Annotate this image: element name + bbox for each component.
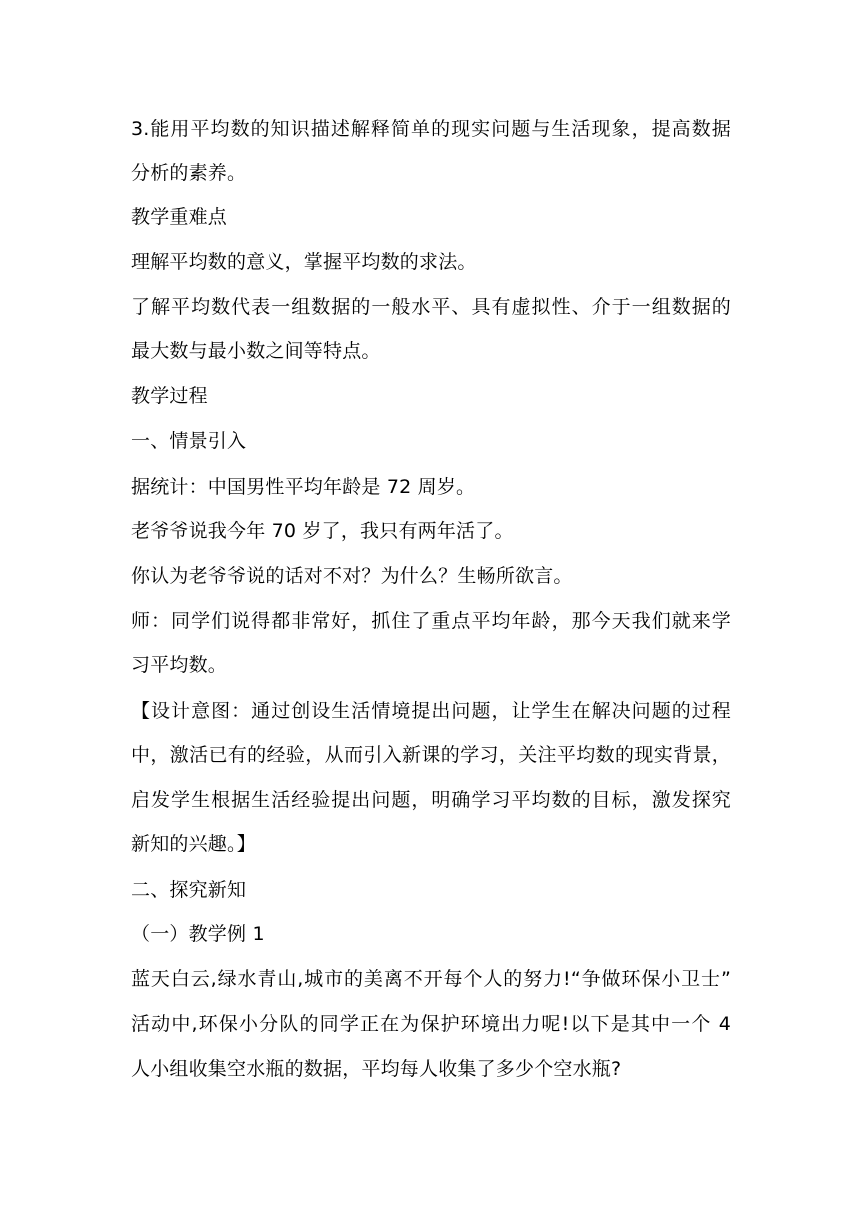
paragraph-line: 师：同学们说得都非常好，抓住了重点平均年龄，那今天我们就来学 [131,610,731,632]
section-heading: （一）教学例 1 [131,923,265,945]
paragraph-line: 老爷爷说我今年 70 岁了，我只有两年活了。 [131,520,514,542]
paragraph-line: 人小组收集空水瓶的数据，平均每人收集了多少个空水瓶? [131,1058,622,1080]
paragraph-line: 分析的素养。 [131,162,247,184]
section-heading: 二、探究新知 [131,879,247,901]
paragraph-line: 新知的兴趣。】 [131,833,256,855]
paragraph-line: 习平均数。 [131,654,228,676]
paragraph-line: 理解平均数的意义，掌握平均数的求法。 [131,251,477,273]
paragraph-line: 最大数与最小数之间等特点。 [131,340,381,362]
paragraph-line: 了解平均数代表一组数据的一般水平、具有虚拟性、介于一组数据的 [131,296,731,318]
paragraph-line: 你认为老爷爷说的话对不对？为什么？生畅所欲言。 [131,565,573,587]
paragraph-line: 中，激活已有的经验，从而引入新课的学习，关注平均数的现实背景， [131,744,731,766]
section-heading: 教学过程 [131,385,208,407]
paragraph-line: 【设计意图：通过创设生活情境提出问题，让学生在解决问题的过程 [131,700,731,722]
section-heading: 教学重难点 [131,206,228,228]
paragraph-line: 启发学生根据生活经验提出问题，明确学习平均数的目标，激发探究 [131,789,731,811]
paragraph-line: 3.能用平均数的知识描述解释简单的现实问题与生活现象，提高数据 [131,118,731,140]
paragraph-line: 活动中,环保小分队的同学正在为保护环境出力呢!以下是其中一个 4 [131,1013,731,1035]
section-heading: 一、情景引入 [131,430,247,452]
paragraph-line: 据统计：中国男性平均年龄是 72 周岁。 [131,476,476,498]
paragraph-line: 蓝天白云,绿水青山,城市的美离不开每个人的努力!“争做环保小卫士” [131,968,731,990]
